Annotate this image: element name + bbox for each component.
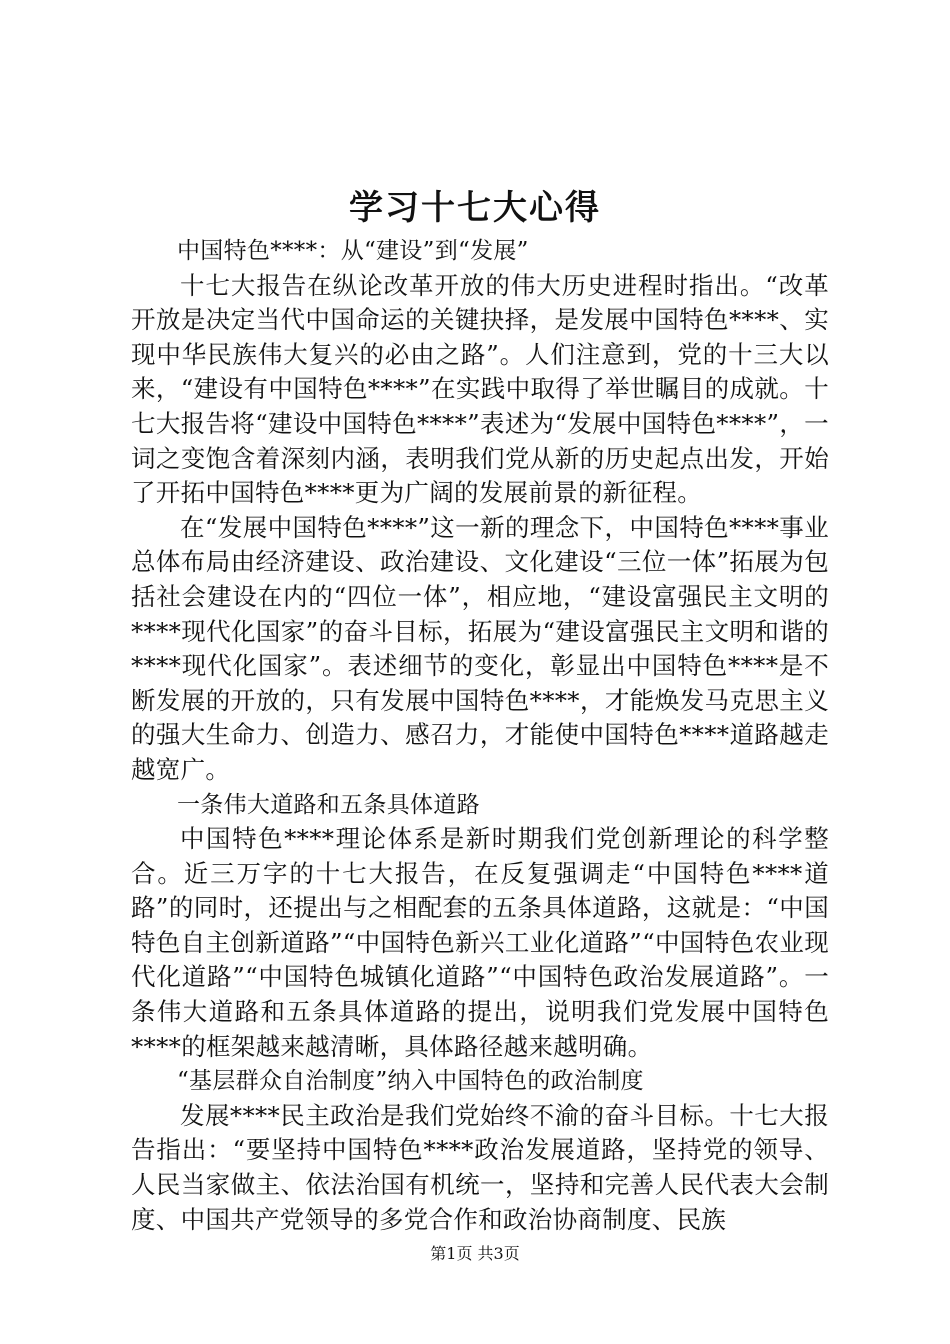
- section-heading-3: “基层群众自治制度”纳入中国特色的政治制度: [177, 1068, 644, 1095]
- paragraph-4: 发展****民主政治是我们党始终不渝的奋斗目标。十七大报告指出：“要坚持中国特色****政治发展道路，坚持党的领导、人民当家做主、依法治国有机统一，坚持和完善人民代表大会制度、中国共产党领导的多党合作和政治协商制度、民族: [131, 1100, 829, 1234]
- paragraph-2: 在“发展中国特色****”这一新的理念下，中国特色****事业总体布局由经济建设、政治建设、文化建设“三位一体”拓展为包括社会建设在内的“四位一体”，相应地，“建设富强民主文明的****现代化国家”的奋斗目标，拓展为“建设富强民主文明和谐的****现代化国家”。表述细节的变化，彰显出中国特色****是不断发展的开放的，只有发展中国特色****，才能焕发马克思主义的强大生命力、创造力、感召力，才能使中国特色****道路越走越宽广。: [131, 512, 829, 784]
- page-footer: 第1页 共3页: [430, 1244, 520, 1263]
- section-heading-2: 一条伟大道路和五条具体道路: [177, 791, 480, 818]
- paragraph-1: 十七大报告在纵论改革开放的伟大历史进程时指出。“改革开放是决定当代中国命运的关键抉择，是发展中国特色****、实现中华民族伟大复兴的必由之路”。人们注意到，党的十三大以来，“建设有中国特色****”在实践中取得了举世瞩目的成就。十七大报告将“建设中国特色****”表述为“发展中国特色****”，一词之变饱含着深刻内涵，表明我们党从新的历史起点出发，开始了开拓中国特色****更为广阔的发展前景的新征程。: [131, 270, 829, 508]
- section-heading-1: 中国特色****：从“建设”到“发展”: [177, 238, 529, 264]
- paragraph-3: 中国特色****理论体系是新时期我们党创新理论的科学整合。近三万字的十七大报告，在反复强调走“中国特色****道路”的同时，还提出与之相配套的五条具体道路，这就是：“中国特色自主创新道路”“中国特色新兴工业化道路”“中国特色农业现代化道路”“中国特色城镇化道路”“中国特色政治发展道路”。一条伟大道路和五条具体道路的提出，说明我们党发展中国特色****的框架越来越清晰，具体路径越来越明确。: [131, 824, 829, 1061]
- document-body: [131, 234, 829, 1237]
- document-title: 学习十七大心得: [349, 188, 601, 228]
